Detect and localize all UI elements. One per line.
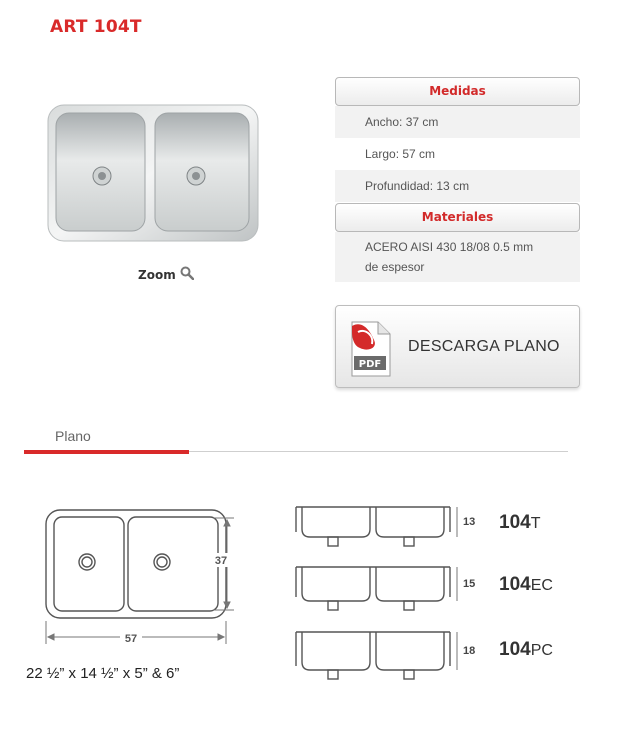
model-number: 104 [499,512,531,533]
zoom-label: Zoom [138,267,176,282]
download-label: DESCARGA PLANO [408,338,560,355]
pdf-badge-text: PDF [358,359,382,370]
material-line-2: de espesor [365,260,425,274]
model-suffix: EC [530,577,553,594]
model-number: 104 [499,639,531,660]
model-label-104pc [499,639,553,661]
depth-label-104pc: 18 [463,645,476,657]
plano-tab[interactable]: Plano [55,428,91,444]
profile-104pc [294,628,594,688]
profile-104t [294,502,594,562]
materiales-panel [335,203,580,282]
product-image[interactable] [22,76,282,254]
download-plan-button[interactable] [335,305,580,388]
medidas-panel [335,77,580,202]
medida-largo: Largo: 57 cm [365,147,436,161]
top-view-drawing [24,490,254,655]
depth-label-104ec: 15 [463,578,476,590]
model-label-104ec [499,574,553,596]
medidas-header: Medidas [335,77,580,106]
medida-ancho: Ancho: 37 cm [335,106,580,138]
depth-label-104t: 13 [463,516,476,528]
model-suffix: PC [530,642,553,659]
materiales-header: Materiales [335,203,580,232]
pdf-icon [348,318,394,380]
model-suffix: T [530,515,541,532]
dim-height-label: 37 [214,555,228,567]
material-line-1: ACERO AISI 430 18/08 0.5 mm [365,240,534,254]
model-label-104t [499,512,540,534]
product-title: ART 104T [50,17,142,37]
dim-width-label: 57 [124,633,138,645]
model-number: 104 [499,574,531,595]
profile-104ec [294,563,594,623]
medida-profundidad: Profundidad: 13 cm [335,170,580,202]
material-text [335,232,580,282]
plan-size-text: 22 ½” x 14 ½” x 5” & 6” [26,665,180,682]
magnifier-icon [180,266,194,283]
zoom-button[interactable] [138,266,194,283]
active-tab-indicator [24,450,189,454]
